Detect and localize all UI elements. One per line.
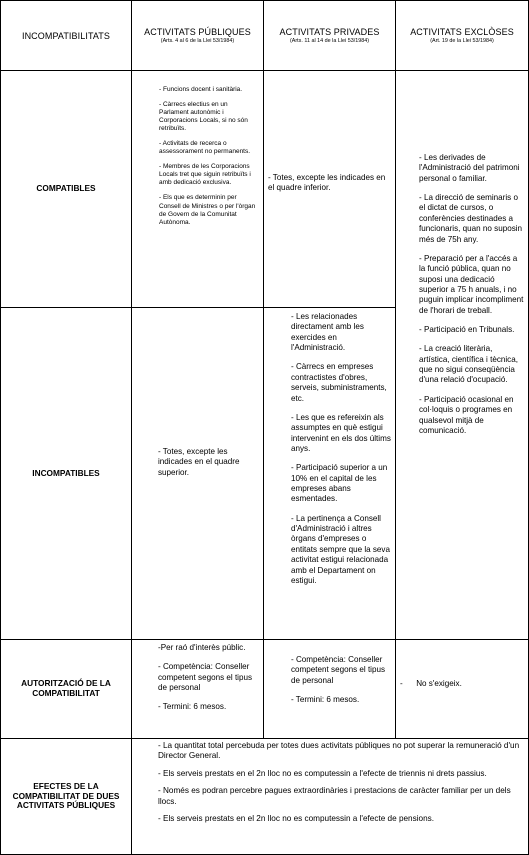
row-label-incompatibles: INCOMPATIBLES — [32, 467, 100, 478]
row-label-compatibles: COMPATIBLES — [36, 183, 96, 194]
autoritzacio-privades-cell — [264, 640, 395, 738]
efectes-item: - La quantitat total percebuda per totes dues activitats públiques no pot superar la remuneració d'un Director General. — [158, 741, 520, 761]
compatibles-publiques-item: - Els que es determinin per Consell de Ministres o per l'òrgan de Govern de la Comunitat Autònoma. — [159, 194, 256, 226]
autoritzacio-publiques-item: - Termini: 6 mesos. — [158, 702, 227, 712]
incompatibles-privades-item: - Les relacionades directament amb les exercides en l'Administració. — [291, 312, 364, 353]
incompatibles-privades-item: - Participació superior a un 10% en el capital de les empreses abans esmentades. — [291, 463, 388, 504]
compatibles-privades-cell — [264, 71, 395, 307]
autoritzacio-publiques-item: -Per raó d'interès públic. — [158, 643, 246, 652]
autoritzacio-publiques-cell — [132, 640, 263, 738]
incompatibles-publiques-cell — [132, 308, 263, 639]
autoritzacio-privades-item: - Termini: 6 mesos. — [291, 695, 360, 705]
compatibles-privades-item: - Totes, excepte les indicades en el quadre inferior. — [268, 173, 386, 193]
autoritzacio-excloses-cell — [396, 640, 528, 738]
compatibles-publiques-cell — [132, 71, 263, 307]
excloses-cell — [396, 71, 528, 639]
autoritzacio-privades-item: - Competència: Conseller competent segons el tipus de personal — [291, 655, 386, 685]
compatibles-publiques-item: - Càrrecs electius en un Parlament autonòmic i Corporacions Locals, si no són retribuïts. — [159, 101, 248, 133]
header-col1-subtitle: (Arts. 4 al 6 de la Llei 53/1984) — [160, 38, 235, 44]
incompatibles-publiques-item: - Totes, excepte les indicades en el quadre superior. — [158, 447, 240, 477]
efectes-item: - Només es podran percebre pagues extraordinàries i prestacions de caràcter familiar per un dels llocs. — [158, 786, 511, 806]
compatibles-publiques-item: - Funcions docent i sanitària. — [159, 86, 243, 93]
efectes-item: - Els serveis prestats en el 2n lloc no es computessin a l'efecte de triennis ni drets passius. — [158, 768, 487, 778]
incompatibles-privades-item: - La pertinença a Consell d'Administració i altres òrgans d'empreses o entitats sempre que la seva activitat estigui relacionada amb el Departament on estigui. — [291, 513, 390, 585]
compatibles-publiques-item: - Activitats de recerca o assessorament no permanents. — [159, 140, 251, 156]
header-col3-subtitle: (Art. 19 de la Llei 53/1984) — [430, 38, 494, 44]
header-activitats-privades — [264, 1, 395, 70]
header-col3-title: ACTIVITATS EXCLÒSES — [410, 27, 514, 37]
efectes-item: - Els serveis prestats en el 2n lloc no es computessin a l'efecte de pensions. — [158, 814, 434, 824]
header-col0-title: INCOMPATIBILITATS — [21, 30, 111, 41]
row-label-efectes: EFECTES DE LA COMPATIBILITAT DE DUES ACTIVITATS PÚBLIQUES — [12, 780, 120, 811]
compatibles-publiques-item: - Membres de les Corporacions Locals tret que siguin retribuïts i amb dedicació exclusiva. — [159, 163, 251, 187]
excloses-item: - La direcció de seminaris o el dictat de cursos, o conferències destinades a funcionaris, quan no suposin més de 75h any. — [419, 193, 523, 244]
header-incompatibilitats — [1, 1, 131, 70]
incompatibles-privades-item: - Les que es refereixin als assumptes en què estigui intervenint en els dos últims anys. — [291, 412, 391, 453]
excloses-item: - Participació ocasional en col·loquis o programes en qualsevol mitjà de comunicació. — [419, 394, 514, 435]
header-col2-subtitle: (Arts. 11 al 14 de la Llei 53/1984) — [289, 38, 369, 44]
excloses-item: - Preparació per a l'accés a la funció pública, quan no suposi una dedicació superior a 75 h anuals, i no puguin implicar incompliment de l'horari de treball. — [419, 253, 524, 315]
header-activitats-publiques — [132, 1, 263, 70]
excloses-item: - Participació en Tribunals. — [419, 325, 515, 335]
efectes-cell — [132, 739, 528, 854]
excloses-item: - La creació literària, artística, científica i tècnica, que no sigui conseqüència d'una relació d'ocupació. — [419, 344, 518, 385]
incompatibles-privades-cell — [264, 308, 395, 639]
row-label-autoritzacio: AUTORITZACIÓ DE LA COMPATIBILITAT — [21, 678, 111, 698]
header-col2-title: ACTIVITATS PRIVADES — [279, 27, 380, 37]
excloses-item: - Les derivades de l'Administració del patrimoni personal o familiar. — [419, 153, 520, 183]
autoritzacio-publiques-item: - Competència: Conseller competent segons el tipus de personal — [158, 662, 253, 693]
autoritzacio-excloses-text: - No s'exigeix. — [400, 679, 462, 688]
header-activitats-excloses — [396, 1, 528, 70]
header-col1-title: ACTIVITATS PÚBLIQUES — [144, 27, 251, 37]
incompatibles-privades-item: - Càrrecs en empreses contractistes d'obres, serveis, subministraments, etc. — [291, 362, 387, 403]
